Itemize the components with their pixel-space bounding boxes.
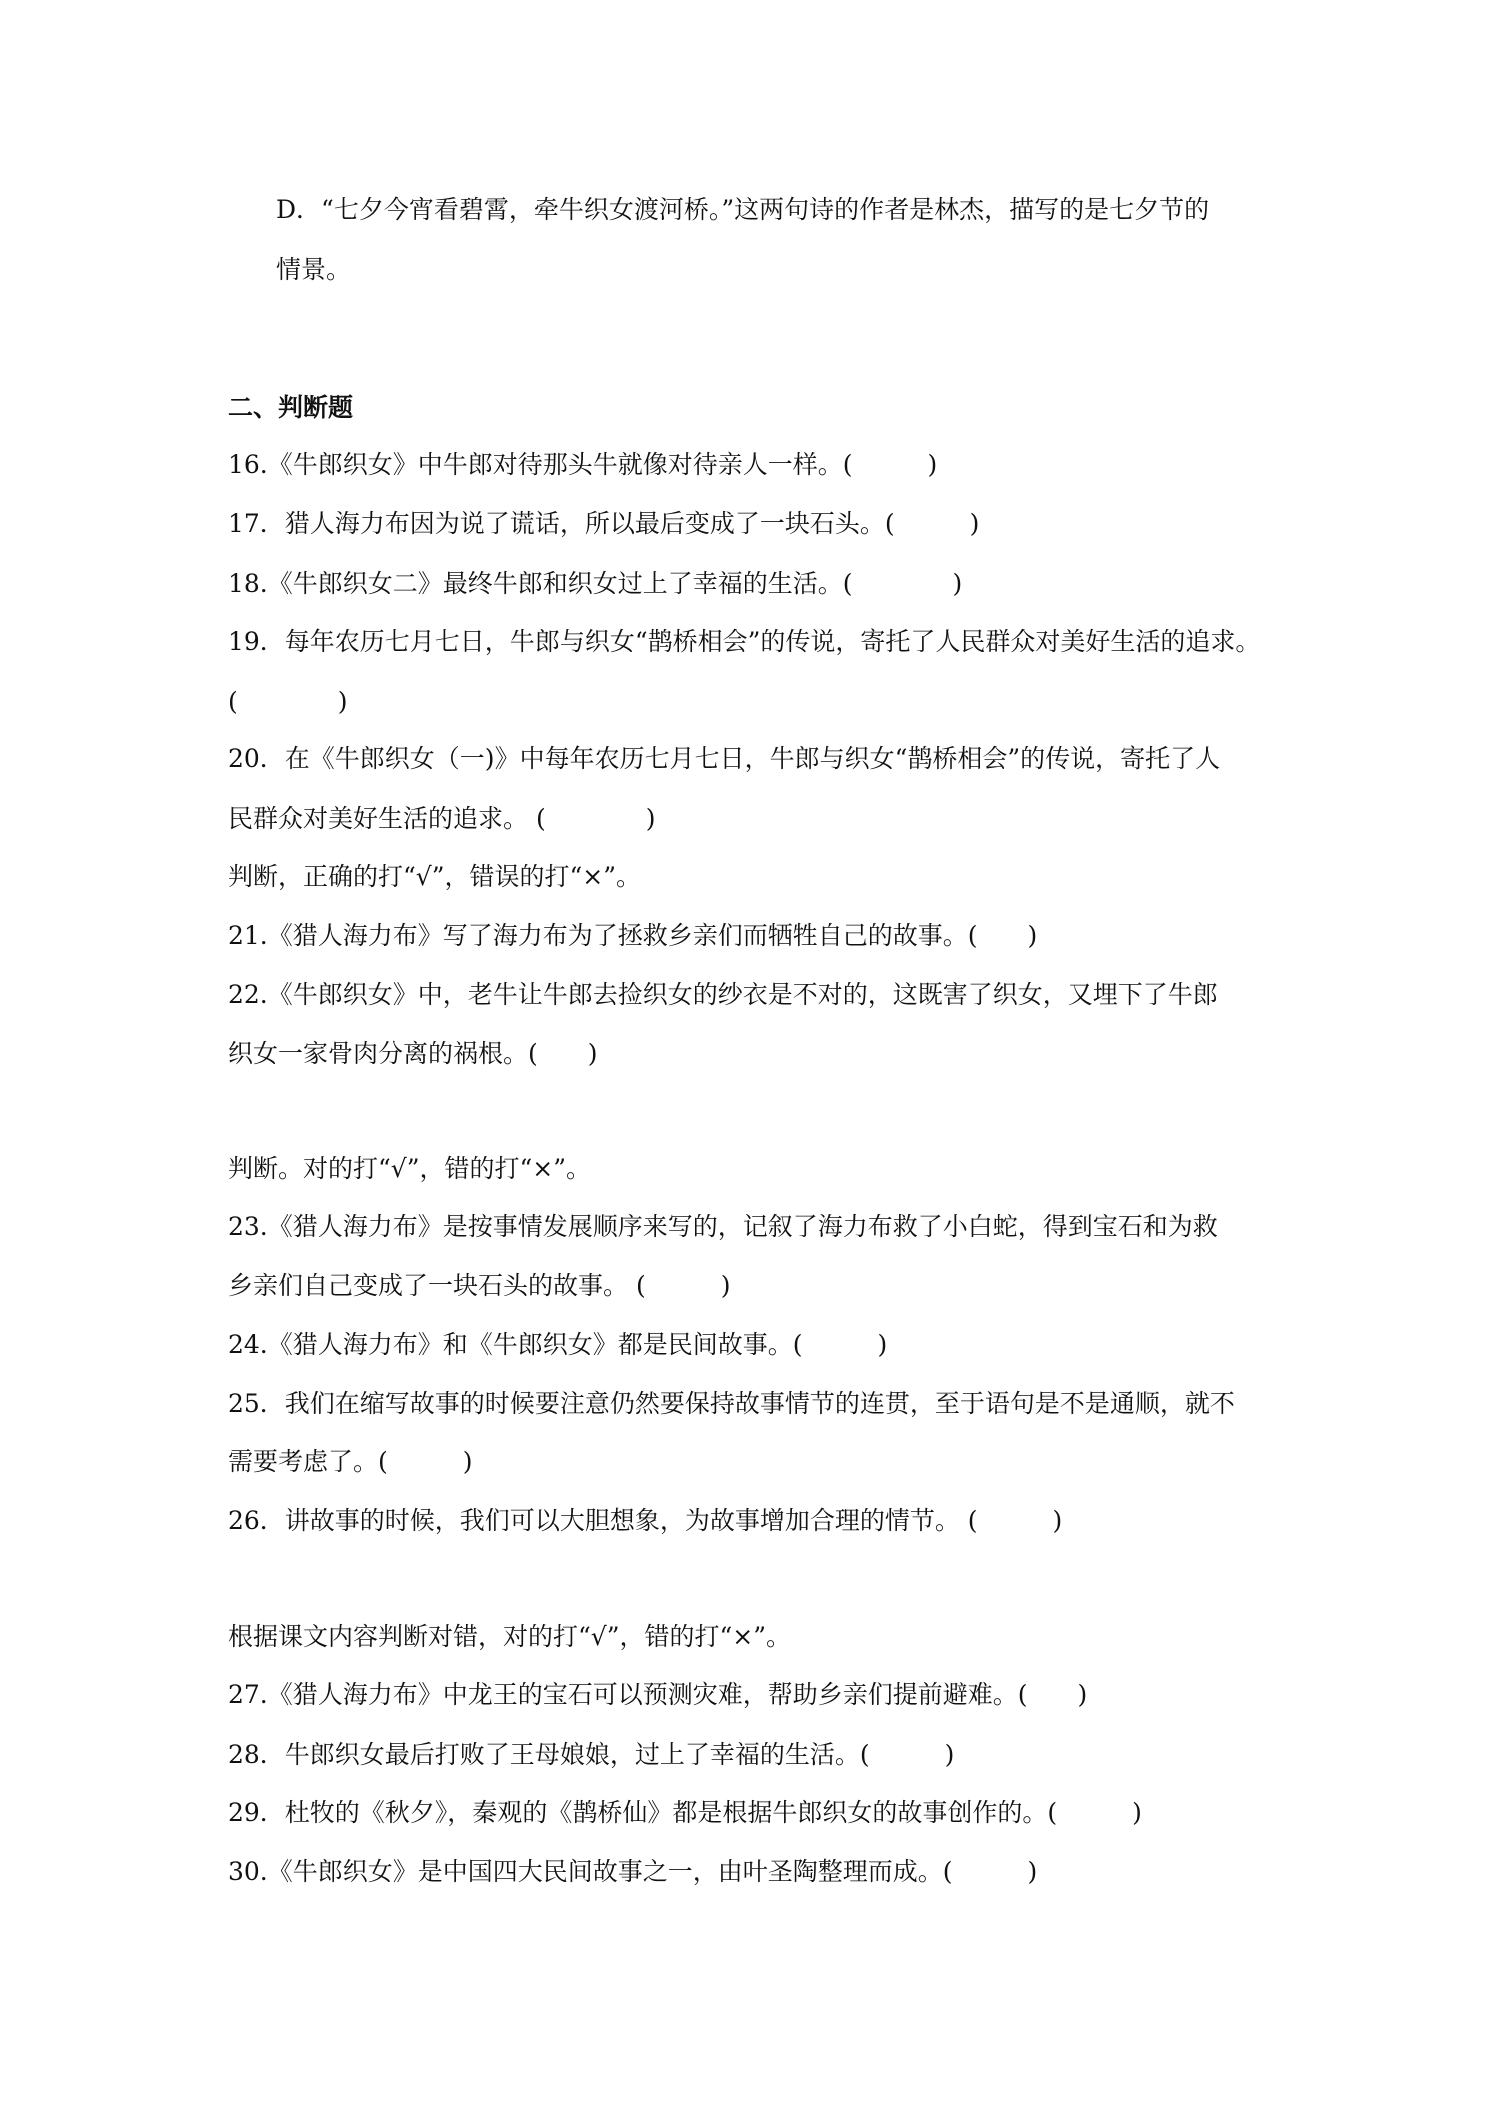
question-17: 17．猎人海力布因为说了谎话，所以最后变成了一块石头。( ): [228, 509, 980, 538]
question-23-line-2: 乡亲们自己变成了一块石头的故事。 ( ): [228, 1271, 731, 1300]
question-20-line-1: 20．在《牛郎织女（一)》中每年农历七月七日，牛郎与织女“鹊桥相会”的传说，寄托了人: [228, 744, 1221, 773]
question-18: 18.《牛郎织女二》最终牛郎和织女过上了幸福的生活。( ): [228, 569, 963, 598]
question-30: 30.《牛郎织女》是中国四大民间故事之一，由叶圣陶整理而成。( ): [228, 1857, 1038, 1886]
question-24: 24.《猎人海力布》和《牛郎织女》都是民间故事。( ): [228, 1330, 888, 1359]
instruction-1: 判断，正确的打“√”，错误的打“×”。: [228, 862, 642, 891]
section-title: 二、判断题: [228, 393, 354, 422]
question-16: 16.《牛郎织女》中牛郎对待那头牛就像对待亲人一样。( ): [228, 450, 938, 479]
question-19-line-1: 19．每年农历七月七日，牛郎与织女“鹊桥相会”的传说，寄托了人民群众对美好生活的追求。: [228, 627, 1261, 656]
question-22-line-1: 22.《牛郎织女》中，老牛让牛郎去捡织女的纱衣是不对的，这既害了织女，又埋下了牛郎: [228, 980, 1218, 1009]
question-20-line-2: 民群众对美好生活的追求。 ( ): [228, 804, 656, 833]
question-26: 26．讲故事的时候，我们可以大胆想象，为故事增加合理的情节。 ( ): [228, 1506, 1063, 1535]
question-19-line-2: ( ): [228, 687, 348, 716]
question-25-line-1: 25．我们在缩写故事的时候要注意仍然要保持故事情节的连贯，至于语句是不是通顺，就不: [228, 1389, 1235, 1418]
question-21: 21.《猎人海力布》写了海力布为了拯救乡亲们而牺牲自己的故事。( ): [228, 921, 1038, 950]
instruction-3: 根据课文内容判断对错，对的打“√”，错的打“×”。: [228, 1622, 792, 1651]
question-28: 28．牛郎织女最后打败了王母娘娘，过上了幸福的生活。( ): [228, 1740, 955, 1769]
question-22-line-2: 织女一家骨肉分离的祸根。( ): [228, 1039, 598, 1068]
option-d-line-1: D．“七夕今宵看碧霄，牵牛织女渡河桥。”这两句诗的作者是林杰，描写的是七夕节的: [276, 195, 1210, 224]
instruction-2: 判断。对的打“√”，错的打“×”。: [228, 1154, 592, 1183]
question-23-line-1: 23.《猎人海力布》是按事情发展顺序来写的，记叙了海力布救了小白蛇，得到宝石和为救: [228, 1212, 1218, 1241]
question-25-line-2: 需要考虑了。( ): [228, 1447, 473, 1476]
option-d-line-2: 情景。: [276, 255, 352, 284]
question-29: 29．杜牧的《秋夕》，秦观的《鹊桥仙》都是根据牛郎织女的故事创作的。( ): [228, 1798, 1142, 1827]
question-27: 27.《猎人海力布》中龙王的宝石可以预测灾难，帮助乡亲们提前避难。( ): [228, 1680, 1088, 1709]
